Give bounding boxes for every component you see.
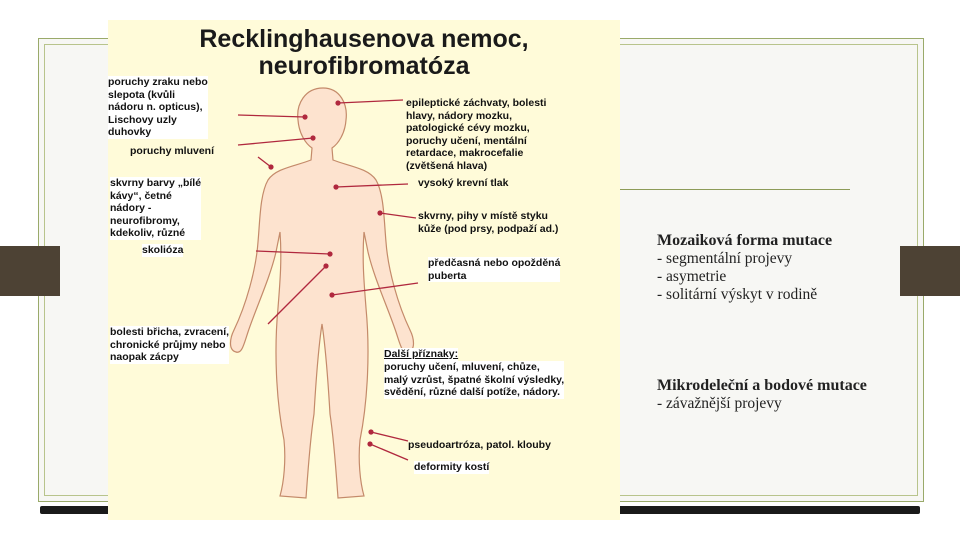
right-side-tab [900, 246, 960, 296]
mosaic-block [657, 232, 832, 304]
micro-heading: Mikrodeleční a bodové mutace [657, 377, 867, 394]
label-abdominal: bolesti břicha, zvracení, chronické průjmy nebo naopak zácpy [110, 326, 230, 363]
body-outline [231, 88, 414, 498]
neurofibromatosis-diagram [108, 20, 620, 520]
label-bone-deformity: deformity kostí [414, 461, 490, 473]
divider-line [620, 189, 850, 190]
mosaic-item: - segmentální projevy [657, 250, 793, 267]
mosaic-item: - asymetrie [657, 268, 727, 285]
diagram-title-line1: Recklinghausenova nemoc, [199, 25, 529, 53]
diagram-title-line2: neurofibromatóza [258, 52, 470, 80]
label-other-header: Další příznaky: [384, 348, 459, 360]
pointer-vision [238, 115, 305, 117]
pointer-freckles [380, 213, 416, 218]
left-side-tab [0, 246, 60, 296]
pointer-bone-deformity [370, 444, 408, 460]
label-other-text: poruchy učení, mluvení, chůze, malý vzrůst, špatné školní výsledky, svědění, různé další potíže, nádory. [384, 361, 565, 398]
label-scoliosis: skolióza [142, 244, 184, 256]
label-skin-spots: skvrny barvy „bílé kávy“, četné nádory - neurofibromy, kdekoliv, různé [110, 177, 202, 239]
label-blood-pressure: vysoký krevní tlak [418, 177, 509, 189]
micro-item: - závažnější projevy [657, 395, 782, 412]
pointer-pseudarthrosis [371, 432, 408, 441]
pointer-brain [338, 100, 403, 103]
label-pseudarthrosis: pseudoartróza, patol. klouby [408, 439, 551, 451]
label-speech: poruchy mluvení [130, 145, 215, 157]
label-vision: poruchy zraku nebo slepota (kvůli nádoru n. opticus), Lischovy uzly duhovky [108, 76, 208, 138]
mosaic-heading: Mozaiková forma mutace [657, 232, 833, 249]
micro-block [657, 377, 867, 413]
pointer-speech [238, 138, 313, 145]
mosaic-item: - solitární výskyt v rodině [657, 286, 818, 303]
label-brain: epileptické záchvaty, bolesti hlavy, nádory mozku, patologické cévy mozku, poruchy učení, mentální retardace, makrocefalie (zvětšená hlava) [406, 97, 547, 172]
label-freckles: skvrny, pihy v místě styku kůže (pod prsy, podpaží ad.) [418, 210, 559, 235]
label-puberty: předčasná nebo opožděná puberta [428, 257, 561, 282]
